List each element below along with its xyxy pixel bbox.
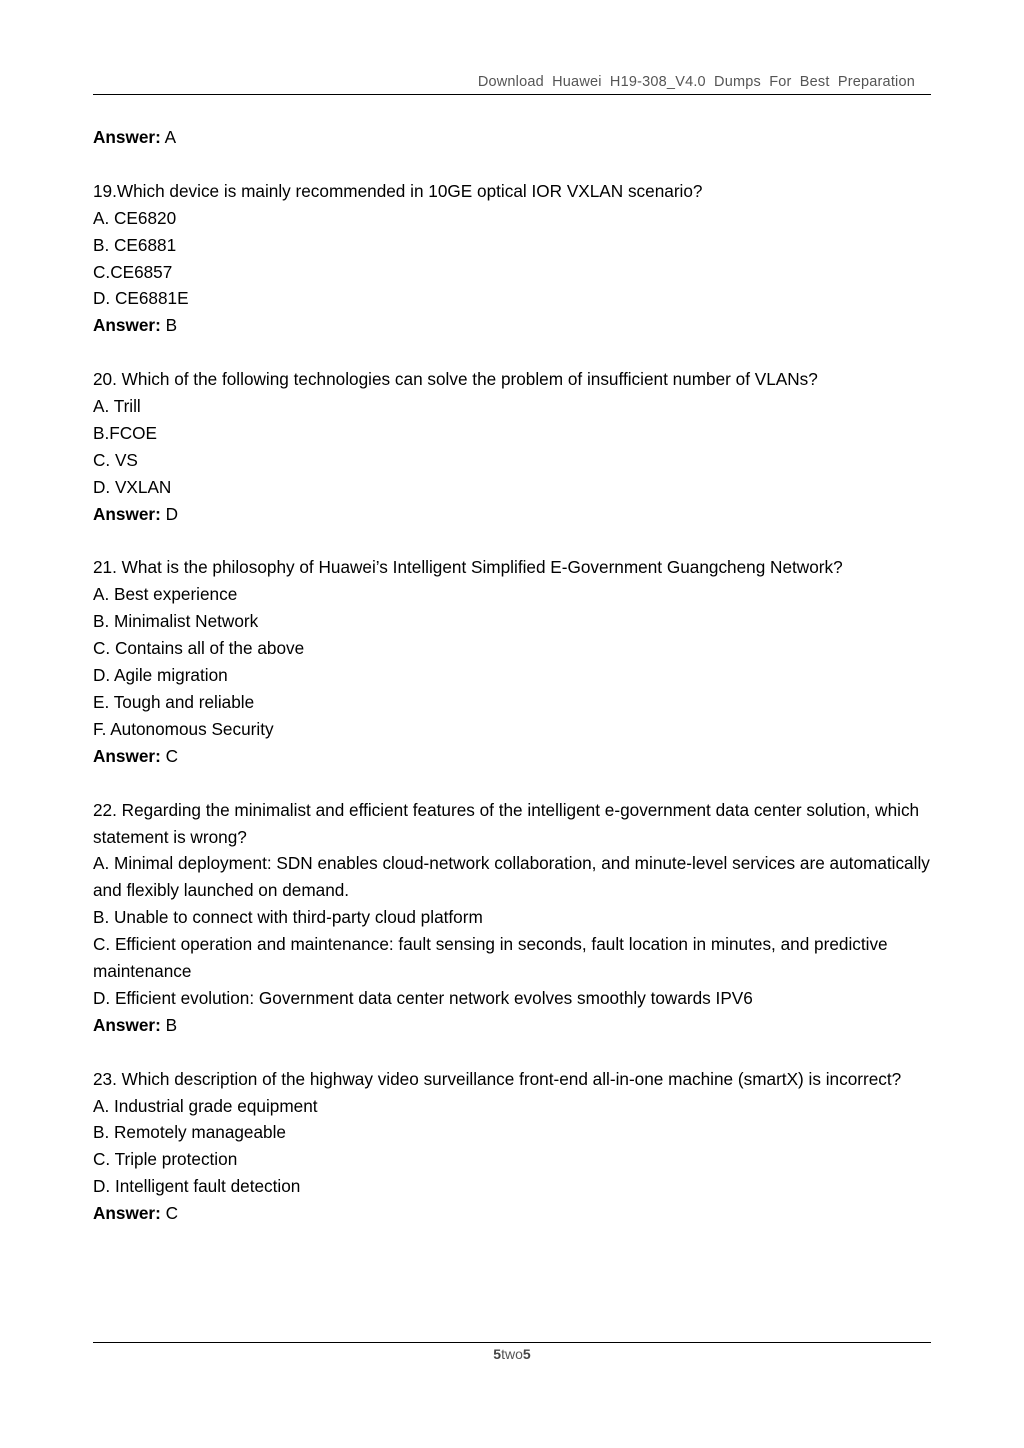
answer-label: Answer: <box>93 315 161 336</box>
answer-line <box>93 501 933 528</box>
spacer <box>93 528 933 555</box>
option: B. CE6881 <box>93 234 177 255</box>
option: A. Minimal deployment: SDN enables cloud-network collaboration, and minute-level services are automatically and flexibly launched on demand. <box>93 853 930 901</box>
answer-label: Answer: <box>93 745 161 766</box>
answer-value: C <box>165 745 179 766</box>
answer-line <box>93 1200 933 1227</box>
page-header <box>93 72 931 95</box>
option: B. Unable to connect with third-party cloud platform <box>93 907 483 928</box>
option: A. Trill <box>93 396 141 417</box>
option: D. Agile migration <box>93 665 228 686</box>
document-body <box>93 124 933 1227</box>
option: D. CE6881E <box>93 288 189 309</box>
spacer <box>93 339 933 366</box>
question-21 <box>93 554 933 769</box>
answer-label: Answer: <box>93 127 161 147</box>
answer-value: B <box>165 315 178 336</box>
answer-line <box>93 1012 933 1039</box>
header-text: Download Huawei H19-308_V4.0 Dumps For Best Preparation <box>477 74 915 90</box>
option: A. Industrial grade equipment <box>93 1095 318 1116</box>
option: D. VXLAN <box>93 476 172 497</box>
page-number-mid: two <box>501 1346 523 1362</box>
question-19 <box>93 178 933 339</box>
option: C. Triple protection <box>93 1149 238 1170</box>
question-text: 20. Which of the following technologies can solve the problem of insufficient number of VLANs? <box>93 369 818 390</box>
option: E. Tough and reliable <box>93 691 255 712</box>
question-text: 23. Which description of the highway video surveillance front-end all-in-one machine (smartX) is incorrect? <box>93 1068 902 1089</box>
page-footer <box>0 1346 1024 1362</box>
answer-value: D <box>165 503 179 524</box>
question-22 <box>93 797 933 1039</box>
option: B.FCOE <box>93 422 157 443</box>
option: D. Efficient evolution: Government data center network evolves smoothly towards IPV6 <box>93 987 753 1008</box>
answer-line <box>93 124 933 151</box>
answer-line <box>93 743 933 770</box>
footer-divider <box>93 1342 931 1343</box>
answer-line <box>93 312 933 339</box>
option: F. Autonomous Security <box>93 718 274 739</box>
option: C.CE6857 <box>93 261 173 282</box>
answer-label: Answer: <box>93 1014 161 1035</box>
question-23 <box>93 1066 933 1227</box>
option: B. Remotely manageable <box>93 1122 286 1143</box>
spacer <box>93 151 933 178</box>
option: B. Minimalist Network <box>93 611 259 632</box>
answer-value: B <box>165 1014 178 1035</box>
option: C. VS <box>93 449 138 470</box>
answer-value: A <box>164 127 177 147</box>
option: D. Intelligent fault detection <box>93 1176 301 1197</box>
page-number-start: 5 <box>493 1346 502 1362</box>
question-text: 19.Which device is mainly recommended in 10GE optical IOR VXLAN scenario? <box>93 180 703 201</box>
page-number-end: 5 <box>522 1346 531 1362</box>
question-20 <box>93 366 933 527</box>
option: C. Efficient operation and maintenance: fault sensing in seconds, fault location in minutes, and predictive maintenance <box>93 934 888 982</box>
answer-label: Answer: <box>93 1203 161 1224</box>
question-text: 21. What is the philosophy of Huawei’s Intelligent Simplified E-Government Guangcheng Network? <box>93 557 843 578</box>
answer-label: Answer: <box>93 503 161 524</box>
option: A. CE6820 <box>93 207 177 228</box>
question-text: 22. Regarding the minimalist and efficient features of the intelligent e-government data center solution, which statement is wrong? <box>93 799 920 847</box>
spacer <box>93 770 933 797</box>
option: A. Best experience <box>93 584 238 605</box>
spacer <box>93 1039 933 1066</box>
option: C. Contains all of the above <box>93 638 305 659</box>
answer-value: C <box>165 1203 179 1224</box>
